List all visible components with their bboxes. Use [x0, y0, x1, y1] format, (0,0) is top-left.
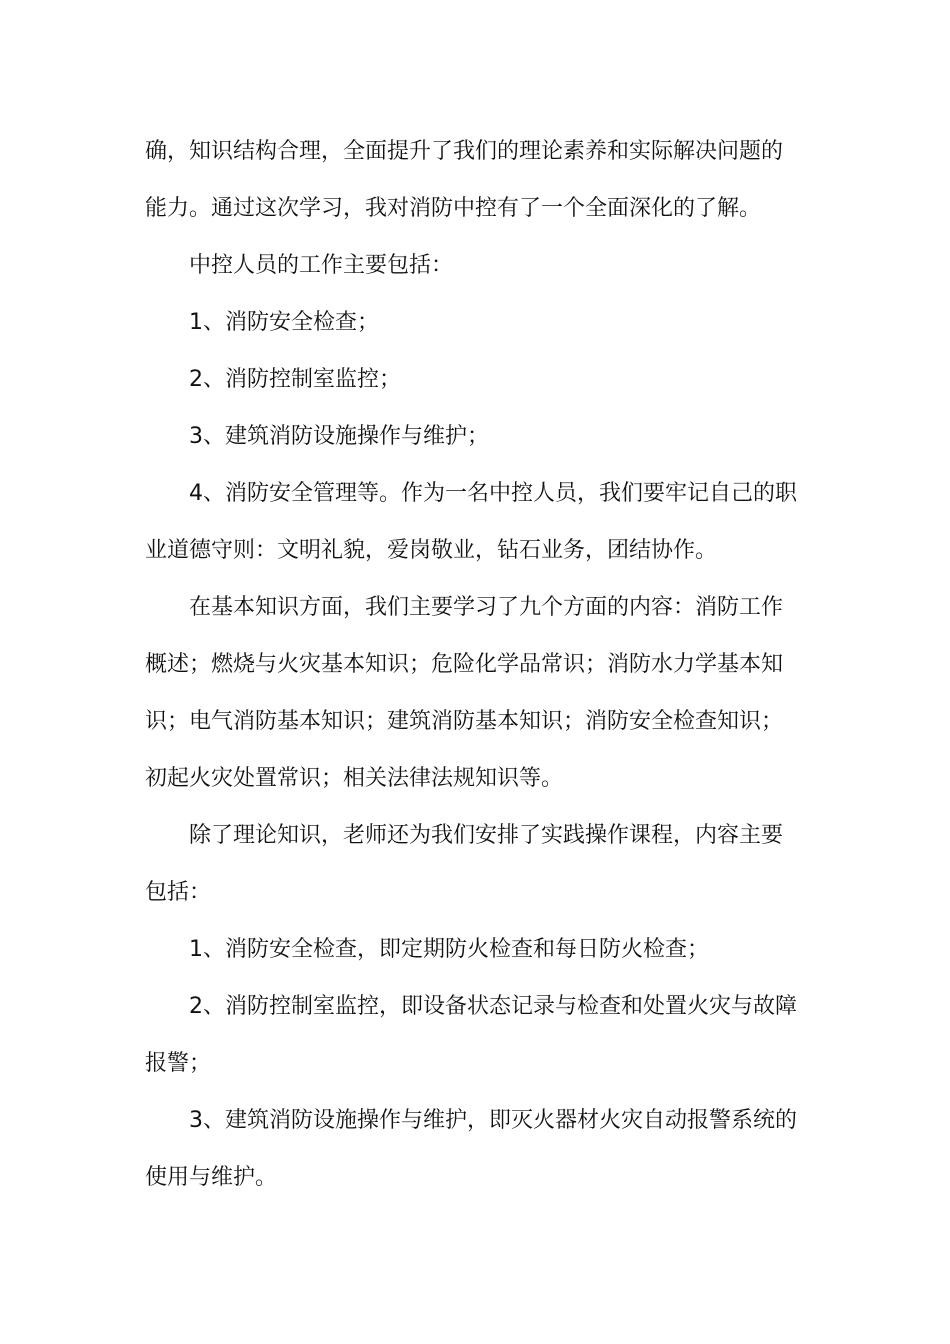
text-line: 1、消防安全检查；: [189, 310, 379, 335]
text-line: 使用与维护。: [145, 1165, 278, 1190]
text-line: 3、建筑消防设施操作与维护，即灭火器材火灾自动报警系统的: [189, 1108, 797, 1133]
text-line: 4、消防安全管理等。作为一名中控人员，我们要牢记自己的职: [189, 481, 797, 506]
text-line: 概述；燃烧与火灾基本知识；危险化学品常识；消防水力学基本知: [145, 652, 784, 677]
text-line: 除了理论知识，老师还为我们安排了实践操作课程，内容主要: [189, 823, 784, 848]
text-line: 识；电气消防基本知识；建筑消防基本知识；消防安全检查知识；: [145, 709, 784, 734]
text-line: 中控人员的工作主要包括：: [189, 253, 454, 278]
text-line: 2、消防控制室监控，即设备状态记录与检查和处置火灾与故障: [189, 994, 797, 1019]
text-line: 3、建筑消防设施操作与维护；: [189, 424, 489, 449]
text-line: 初起火灾处置常识；相关法律法规知识等。: [145, 766, 564, 791]
text-line: 能力。通过这次学习，我对消防中控有了一个全面深化的了解。: [145, 196, 762, 221]
document-body: [145, 123, 807, 1206]
text-line: 包括：: [145, 880, 212, 905]
text-line: 业道德守则：文明礼貌，爱岗敬业，钻石业务，团结协作。: [145, 538, 718, 563]
text-line: 在基本知识方面，我们主要学习了九个方面的内容：消防工作: [189, 595, 784, 620]
text-line: 1、消防安全检查，即定期防火检查和每日防火检查；: [189, 937, 709, 962]
text-line: 确，知识结构合理，全面提升了我们的理论素养和实际解决问题的: [145, 139, 784, 164]
text-line: 报警；: [145, 1051, 212, 1076]
text-line: 2、消防控制室监控；: [189, 367, 401, 392]
